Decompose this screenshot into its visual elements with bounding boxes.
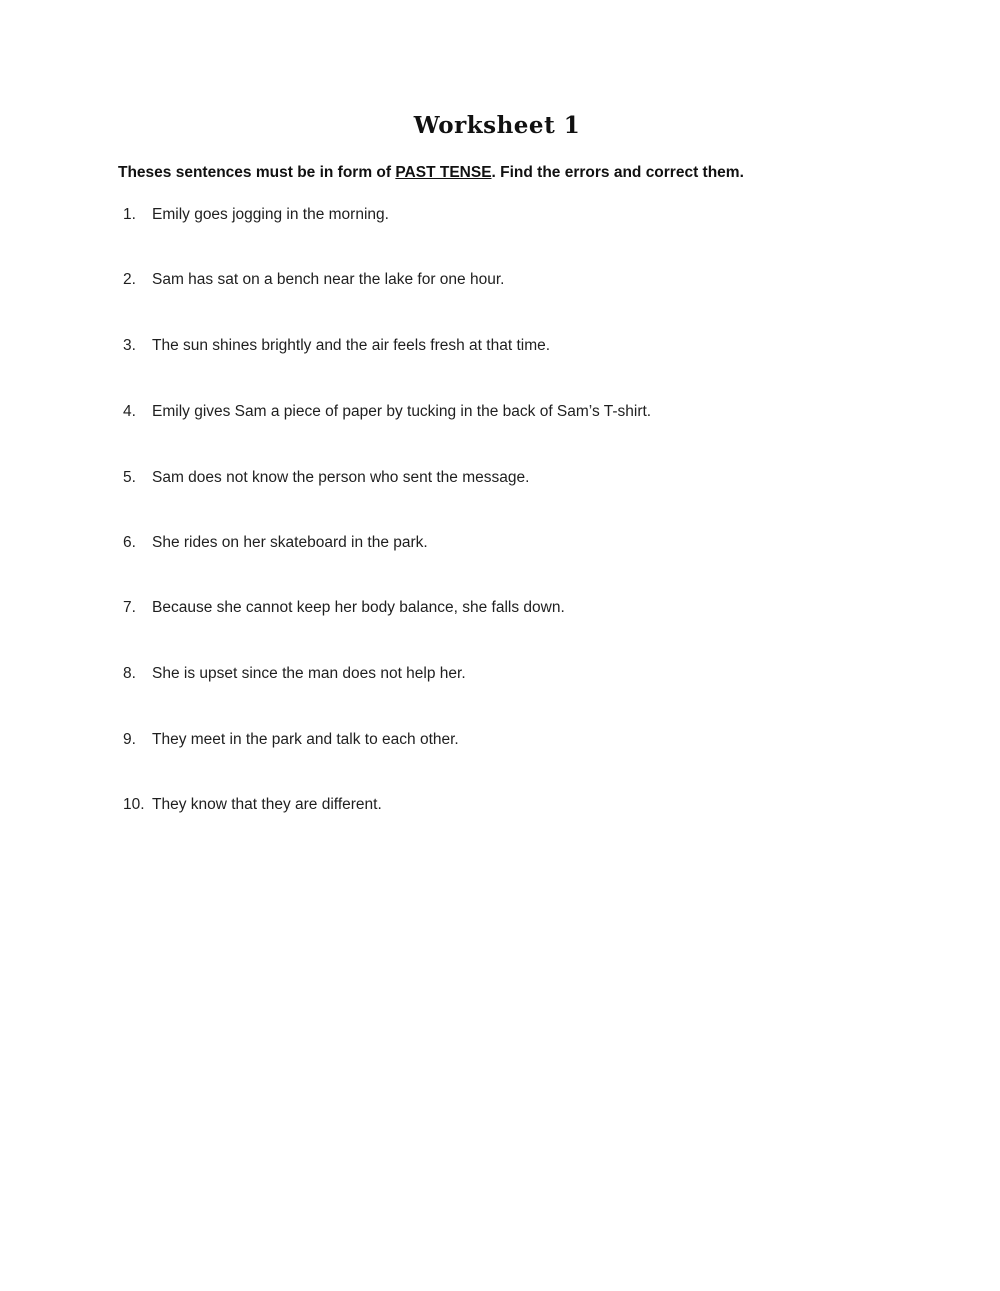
item-number: 3. xyxy=(123,337,136,354)
instructions-text-after: . Find the errors and correct them. xyxy=(491,164,744,181)
instructions-emphasis: PAST TENSE xyxy=(395,164,492,181)
item-text: She rides on her skateboard in the park. xyxy=(152,534,428,551)
page-title: Worksheet 1 xyxy=(413,112,581,139)
instructions-text-before: Theses sentences must be in form of xyxy=(118,164,396,181)
item-number: 5. xyxy=(123,469,136,486)
item-text: They know that they are different. xyxy=(152,796,382,813)
item-number: 8. xyxy=(123,665,136,682)
item-number: 6. xyxy=(123,534,136,551)
item-text: Sam does not know the person who sent the message. xyxy=(152,469,530,486)
item-text: Because she cannot keep her body balance, she falls down. xyxy=(152,599,565,616)
instructions xyxy=(118,164,744,182)
item-number: 7. xyxy=(123,599,136,616)
item-number: 1. xyxy=(123,206,136,223)
item-number: 2. xyxy=(123,271,136,288)
item-text: Emily gives Sam a piece of paper by tucking in the back of Sam’s T-shirt. xyxy=(152,403,652,420)
item-number: 9. xyxy=(123,731,136,748)
item-text: The sun shines brightly and the air feels fresh at that time. xyxy=(152,337,551,354)
item-number: 10. xyxy=(123,796,145,813)
item-text: Emily goes jogging in the morning. xyxy=(152,206,389,223)
item-text: She is upset since the man does not help her. xyxy=(152,665,466,682)
item-text: Sam has sat on a bench near the lake for one hour. xyxy=(152,271,505,288)
item-number: 4. xyxy=(123,403,136,420)
item-text: They meet in the park and talk to each other. xyxy=(152,731,459,748)
